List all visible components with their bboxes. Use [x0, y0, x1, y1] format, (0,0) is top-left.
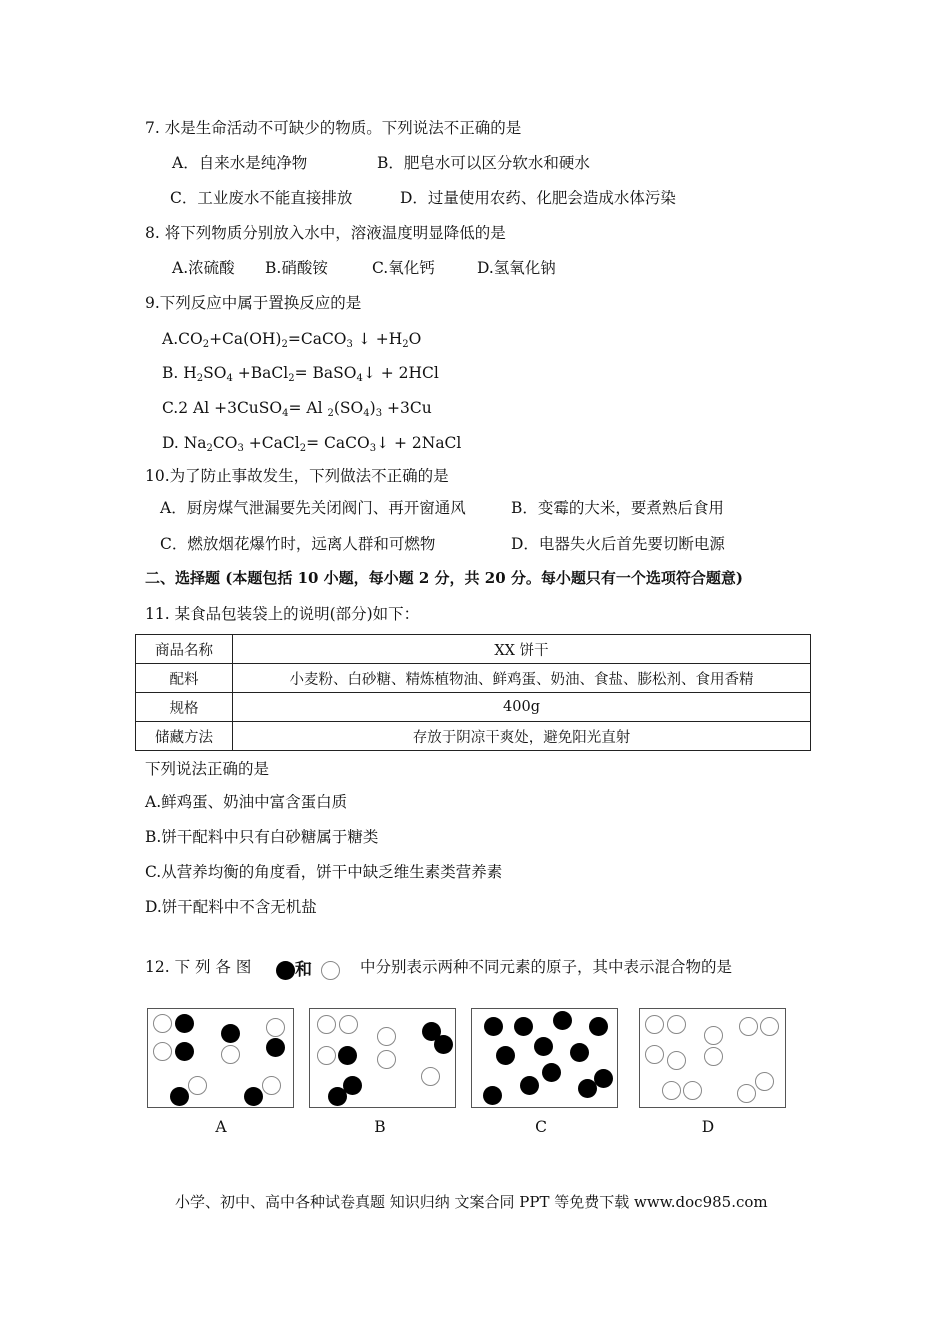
diagram-label-a: A — [215, 1118, 227, 1136]
q11-after-text: 下列说法正确的是 — [145, 760, 270, 778]
black-atom — [594, 1069, 613, 1088]
table-row — [136, 635, 811, 664]
black-atom — [338, 1046, 357, 1065]
q8-option-c: C.氧化钙 — [372, 259, 435, 277]
black-atom — [553, 1011, 572, 1030]
white-atom — [755, 1072, 774, 1091]
white-atom — [737, 1084, 756, 1103]
white-atom — [704, 1026, 723, 1045]
white-atom — [262, 1076, 281, 1095]
white-atom — [221, 1045, 240, 1064]
table-value: 小麦粉、白砂糖、精炼植物油、鲜鸡蛋、奶油、食盐、膨松剂、食用香精 — [233, 664, 811, 693]
q10-stem: 10.为了防止事故发生，下列做法不正确的是 — [145, 467, 449, 485]
diagram-label-d: D — [701, 1118, 715, 1136]
table-key: 规格 — [136, 693, 233, 722]
table-row — [136, 693, 811, 722]
white-atom — [739, 1017, 758, 1036]
q10-option-a: A．厨房煤气泄漏要先关闭阀门、再开窗通风 — [160, 499, 466, 517]
q7-option-b: B．肥皂水可以区分软水和硬水 — [377, 154, 590, 172]
white-atom — [153, 1014, 172, 1033]
table-key: 储藏方法 — [136, 722, 233, 751]
table-row — [136, 664, 811, 693]
black-atom — [534, 1037, 553, 1056]
table-value: 存放于阴凉干爽处，避免阳光直射 — [233, 722, 811, 751]
white-atom — [339, 1015, 358, 1034]
q8-option-b: B.硝酸铵 — [265, 259, 328, 277]
q9-option-d: D. $Na_2CO_3$ +CaCl$_2$= CaCO$_3$↓ + 2NaCl — [162, 434, 462, 454]
white-atom — [645, 1045, 664, 1064]
q12-stem-and: 和 — [295, 960, 312, 980]
q11-stem: 11. 某食品包装袋上的说明(部分)如下： — [145, 605, 420, 623]
black-atom — [175, 1014, 194, 1033]
white-atom — [377, 1050, 396, 1069]
white-atom — [704, 1047, 723, 1066]
q7-option-a: A．自来水是纯净物 — [172, 154, 308, 172]
black-atom — [434, 1035, 453, 1054]
black-atom — [484, 1017, 503, 1036]
table-row — [136, 722, 811, 751]
q12-stem-post: 中分别表示两种不同元素的原子，其中表示混合物的是 — [360, 958, 733, 976]
q8-option-d: D.氢氧化钠 — [477, 259, 556, 277]
q7-stem: 7. 水是生命活动不可缺少的物质。下列说法不正确的是 — [145, 119, 522, 137]
white-atom — [421, 1067, 440, 1086]
diagram-box-b — [309, 1008, 456, 1108]
section-2-title: 二、选择题 — [145, 569, 221, 587]
q8-stem: 8. 将下列物质分别放入水中，溶液温度明显降低的是 — [145, 224, 506, 242]
q9-option-b: B. $H_2SO_4$ +BaCl$_2$= BaSO$_4$↓ + 2HCl — [162, 364, 439, 384]
white-atom — [667, 1051, 686, 1070]
black-atom — [514, 1017, 533, 1036]
black-atom — [542, 1063, 561, 1082]
q7-option-d: D．过量使用农药、化肥会造成水体污染 — [400, 189, 676, 207]
black-atom — [266, 1038, 285, 1057]
diagram-box-d — [639, 1008, 786, 1108]
white-atom — [153, 1042, 172, 1061]
table-key: 配料 — [136, 664, 233, 693]
diagram-label-c: C — [535, 1118, 547, 1136]
white-atom — [760, 1017, 779, 1036]
black-atom — [589, 1017, 608, 1036]
q10-option-d: D．电器失火后首先要切断电源 — [511, 535, 725, 553]
table-value: XX 饼干 — [233, 635, 811, 664]
white-atom — [662, 1081, 681, 1100]
diagram-label-b: B — [374, 1118, 386, 1136]
white-atom — [667, 1015, 686, 1034]
white-atom — [683, 1081, 702, 1100]
white-atom — [317, 1015, 336, 1034]
q11-option-a: A.鲜鸡蛋、奶油中富含蛋白质 — [145, 793, 348, 811]
q11-option-c: C.从营养均衡的角度看，饼干中缺乏维生素类营养素 — [145, 863, 503, 881]
q8-option-a: A.浓硫酸 — [172, 259, 235, 277]
white-atom — [645, 1015, 664, 1034]
black-atom — [520, 1076, 539, 1095]
black-atom — [496, 1046, 515, 1065]
black-atom — [170, 1087, 189, 1106]
q9-stem: 9.下列反应中属于置换反应的是 — [145, 294, 362, 312]
q9-option-c: C.2 Al +3CuSO$_4$= Al $_2(SO_4)_3 +3Cu$ — [162, 399, 432, 419]
black-atom — [570, 1043, 589, 1062]
black-atom-legend-icon — [276, 961, 295, 980]
q10-option-c: C．燃放烟花爆竹时，远离人群和可燃物 — [160, 535, 436, 553]
black-atom — [175, 1042, 194, 1061]
black-atom — [244, 1087, 263, 1106]
diagram-box-a — [147, 1008, 294, 1108]
food-label-table — [135, 634, 811, 751]
white-atom — [377, 1027, 396, 1046]
q12-stem-pre: 12. 下 列 各 图 — [145, 958, 252, 976]
black-atom — [328, 1087, 347, 1106]
black-atom — [221, 1024, 240, 1043]
q11-option-b: B.饼干配料中只有白砂糖属于糖类 — [145, 828, 379, 846]
section-2-heading — [145, 568, 743, 588]
white-atom — [188, 1076, 207, 1095]
table-key: 商品名称 — [136, 635, 233, 664]
black-atom — [483, 1086, 502, 1105]
white-atom-legend-icon — [321, 961, 340, 980]
q11-option-d: D.饼干配料中不含无机盐 — [145, 898, 317, 916]
q7-option-c: C．工业废水不能直接排放 — [170, 189, 353, 207]
section-2-note: (本题包括 10 小题，每小题 2 分，共 20 分。每小题只有一个选项符合题意) — [225, 569, 743, 587]
white-atom — [266, 1018, 285, 1037]
q9-option-a: $A.CO_2+Ca(OH)_2=CaCO_3$ ↓ $+H_2O$ — [162, 330, 422, 350]
q10-option-b: B．变霉的大米，要煮熟后食用 — [511, 499, 724, 517]
white-atom — [317, 1046, 336, 1065]
table-value: 400g — [233, 693, 811, 722]
footer-text: 小学、初中、高中各种试卷真题 知识归纳 文案合同 PPT 等免费下载 www.doc985.com — [175, 1193, 768, 1211]
diagram-box-c — [471, 1008, 618, 1108]
